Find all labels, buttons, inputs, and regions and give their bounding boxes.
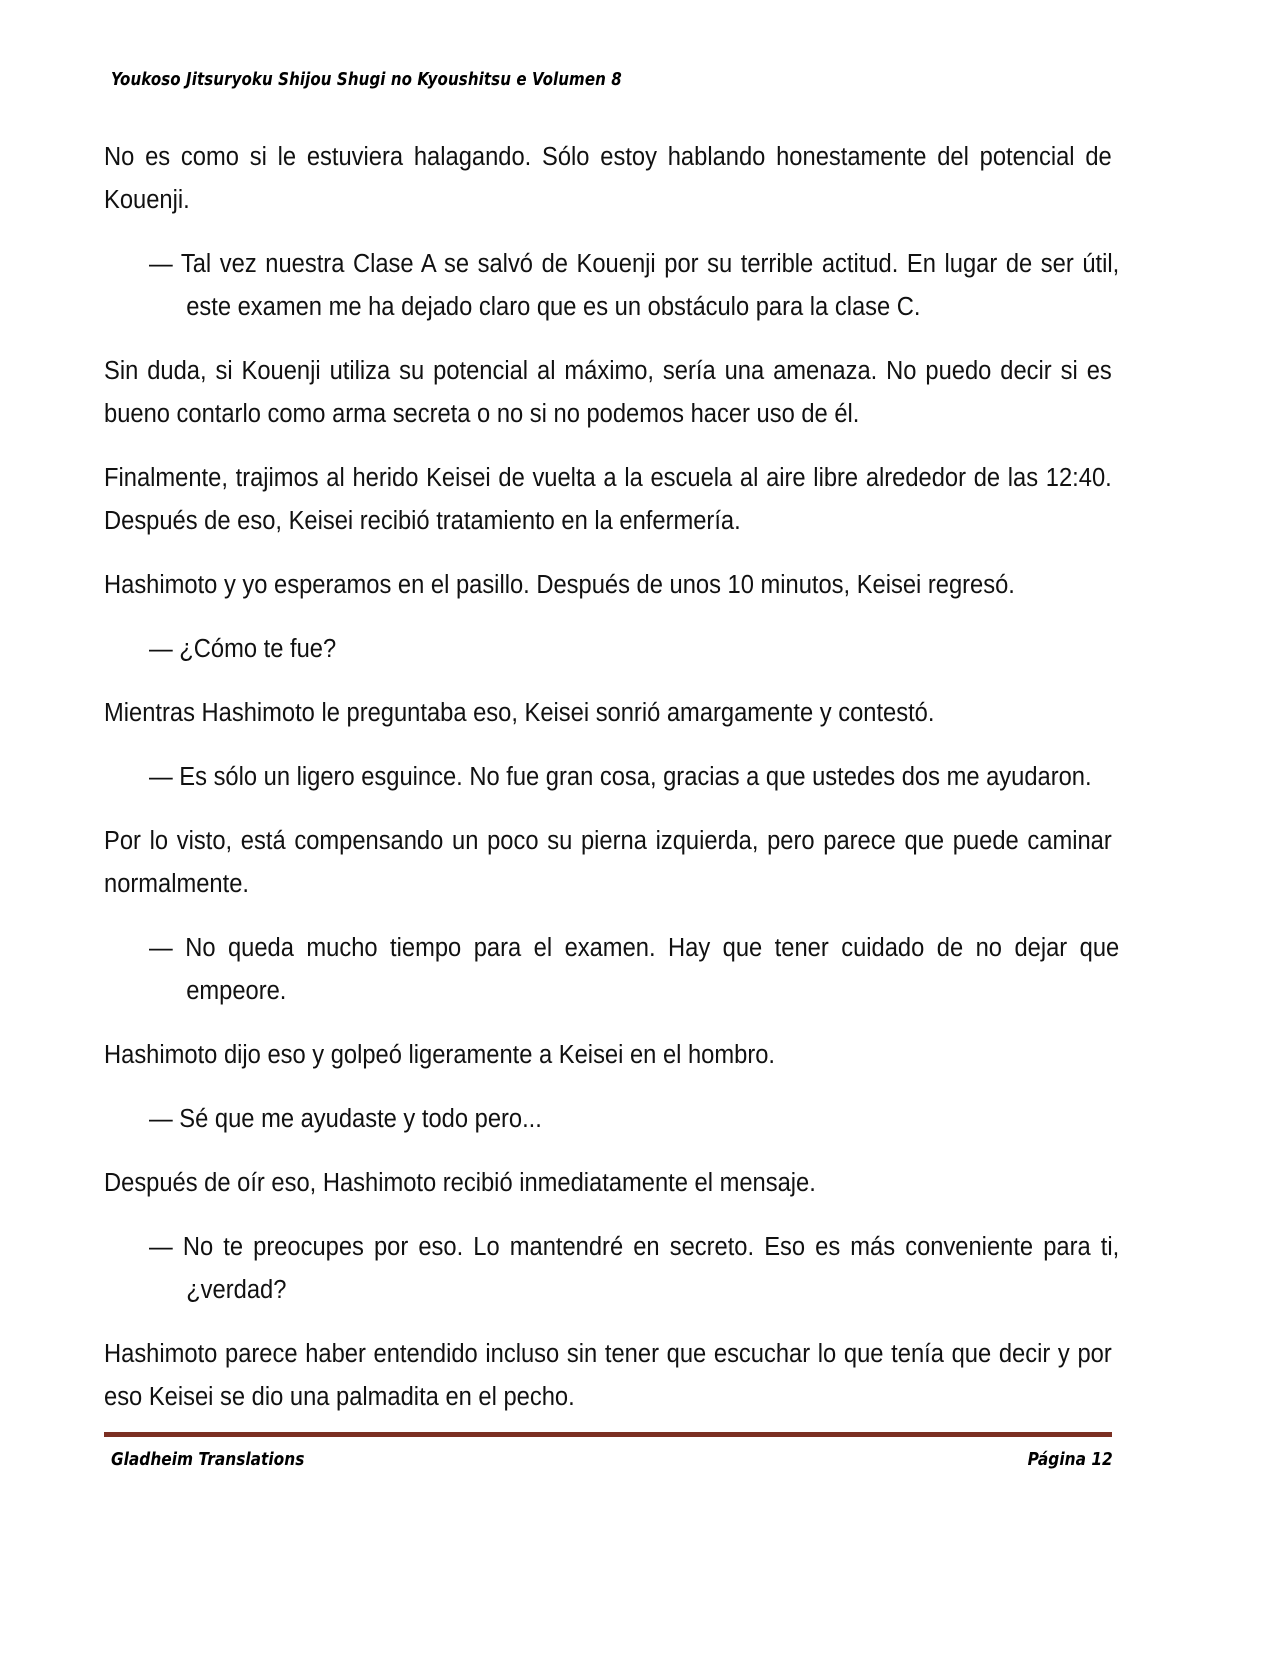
dialogue-text: ¿Cómo te fue?	[179, 635, 337, 663]
paragraph-dialogue	[149, 243, 1119, 329]
footer-divider	[104, 1432, 1112, 1436]
page-number-label: Página 12	[1027, 1450, 1113, 1470]
dialogue-text: Es sólo un ligero esguince. No fue gran cosa, gracias a que ustedes dos me ayudaron.	[179, 763, 1092, 791]
paragraph-narration: Después de oír eso, Hashimoto recibió inmediatamente el mensaje.	[104, 1169, 816, 1197]
paragraph-dialogue	[149, 927, 1119, 1013]
em-dash-marker: —	[149, 763, 173, 791]
dialogue-text: Tal vez nuestra Clase A se salvó de Kouenji por su terrible actitud. En lugar de ser útil, este examen me ha dejado claro que es un obstáculo para la clase C.	[180, 250, 1120, 321]
paragraph-narration: Por lo visto, está compensando un poco su pierna izquierda, pero parece que puede caminar normalmente.	[104, 827, 1112, 898]
paragraph-narration: Sin duda, si Kouenji utiliza su potencial al máximo, sería una amenaza. No puedo decir si es bueno contarlo como arma secreta o no si no podemos hacer uso de él.	[104, 357, 1112, 428]
paragraph-dialogue	[149, 1226, 1119, 1312]
em-dash-marker: —	[149, 1105, 173, 1133]
footer-divider-thin-line	[104, 1436, 1112, 1437]
document-body	[104, 136, 1120, 1419]
em-dash-marker: —	[149, 1233, 173, 1261]
paragraph-narration: Hashimoto y yo esperamos en el pasillo. Después de unos 10 minutos, Keisei regresó.	[104, 571, 1015, 599]
paragraph-dialogue	[149, 628, 1119, 671]
em-dash-marker: —	[149, 635, 173, 663]
paragraph-narration: No es como si le estuviera halagando. Sólo estoy hablando honestamente del potencial de Kouenji.	[104, 143, 1112, 214]
paragraph-narration: Hashimoto parece haber entendido incluso sin tener que escuchar lo que tenía que decir y por eso Keisei se dio una palmadita en el pecho.	[104, 1340, 1112, 1411]
page-footer	[111, 1450, 1113, 1470]
em-dash-marker: —	[149, 250, 173, 278]
paragraph-narration: Hashimoto dijo eso y golpeó ligeramente a Keisei en el hombro.	[104, 1041, 775, 1069]
book-title-header: Youkoso Jitsuryoku Shijou Shugi no Kyoushitsu e Volumen 8	[111, 70, 622, 90]
em-dash-marker: —	[149, 934, 173, 962]
dialogue-text: No te preocupes por eso. Lo mantendré en secreto. Eso es más conveniente para ti, ¿verdad?	[182, 1233, 1120, 1304]
paragraph-dialogue	[149, 756, 1119, 799]
dialogue-text: No queda mucho tiempo para el examen. Hay que tener cuidado de no dejar que empeore.	[185, 934, 1120, 1005]
translation-group-label: Gladheim Translations	[111, 1450, 305, 1470]
dialogue-text: Sé que me ayudaste y todo pero...	[179, 1105, 542, 1133]
paragraph-narration: Mientras Hashimoto le preguntaba eso, Keisei sonrió amargamente y contestó.	[104, 699, 935, 727]
paragraph-dialogue	[149, 1098, 1119, 1141]
page-header	[111, 70, 1121, 90]
paragraph-narration: Finalmente, trajimos al herido Keisei de vuelta a la escuela al aire libre alrededor de las 12:40. Después de eso, Keisei recibió tratamiento en la enfermería.	[104, 464, 1112, 535]
